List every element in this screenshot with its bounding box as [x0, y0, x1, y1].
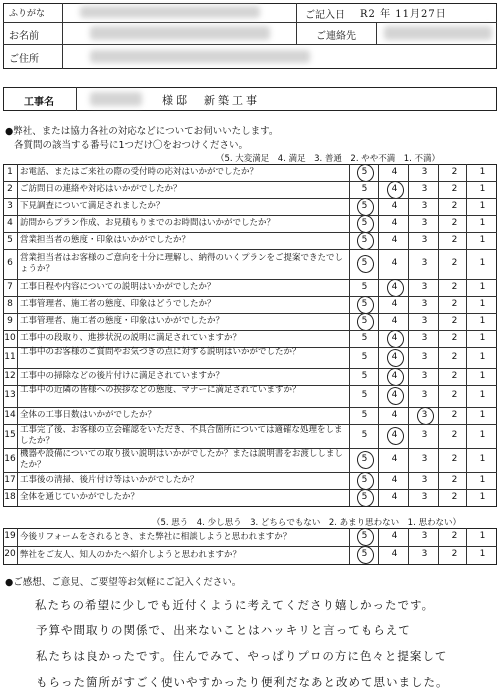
- score-option-1[interactable]: 1: [479, 474, 486, 485]
- intro-line-2: 各質問の該当する番号に1つだけ〇をおつけください。: [14, 140, 248, 151]
- score-option-2[interactable]: 2: [451, 491, 458, 502]
- score-option-5[interactable]: 5: [361, 549, 368, 559]
- score-option-4[interactable]: 4: [391, 491, 398, 502]
- score-option-5[interactable]: 5: [361, 390, 368, 400]
- score-option-1[interactable]: 1: [479, 549, 486, 559]
- date-label: ご記入日: [305, 10, 345, 21]
- redacted-furigana: [80, 6, 260, 18]
- question-number: 16: [4, 454, 16, 464]
- header-divider-1: [3, 22, 497, 23]
- question-number: 7: [7, 281, 13, 292]
- score-option-3[interactable]: 3: [421, 166, 428, 177]
- question-text: 営業担当者はお客様のご意向を十分に理解し、納得のいくプランをご提案できたでしょうか？: [20, 253, 344, 274]
- score-option-3[interactable]: 3: [421, 390, 428, 400]
- satisfaction-table-row-line: [3, 472, 497, 473]
- score-option-5[interactable]: 5: [361, 351, 368, 362]
- question-text: 全体の工事日数はいかがでしたか？: [20, 410, 157, 420]
- question-text: 工事管理者、施工者の態度、印象はどうでしたか？: [20, 299, 216, 309]
- date-value: R2 年 11月27日: [360, 9, 447, 20]
- question-number: 12: [4, 370, 16, 381]
- score-option-4[interactable]: 4: [391, 474, 398, 485]
- score-option-3[interactable]: 3: [421, 370, 428, 381]
- question-number: 4: [7, 217, 13, 228]
- score-option-1[interactable]: 1: [479, 454, 486, 464]
- header-vdivider-mid: [296, 3, 297, 45]
- score-option-1[interactable]: 1: [479, 370, 486, 381]
- project-title: 様邸 新築工事: [162, 94, 260, 107]
- score-option-5[interactable]: 5: [361, 217, 368, 228]
- score-option-1[interactable]: 1: [479, 217, 486, 228]
- contact-label: ご連絡先: [316, 31, 356, 42]
- score-option-2[interactable]: 2: [451, 549, 458, 559]
- satisfaction-table-row-line: [3, 249, 497, 250]
- project-label: 工事名: [24, 97, 54, 108]
- score-option-3[interactable]: 3: [421, 183, 428, 194]
- question-number: 9: [7, 315, 13, 326]
- score-option-2[interactable]: 2: [451, 351, 458, 362]
- question-number: 17: [4, 474, 16, 485]
- question-number: 20: [4, 549, 16, 559]
- score-option-1[interactable]: 1: [479, 234, 486, 245]
- comment-line: もらった箇所がすごく使いやすかったり便利だなあと改めて思いました。: [36, 675, 449, 689]
- score-option-5[interactable]: 5: [361, 474, 368, 485]
- score-option-4[interactable]: 4: [391, 430, 398, 440]
- furigana-label: ふりがな: [9, 9, 46, 19]
- score-option-3[interactable]: 3: [421, 549, 428, 559]
- satisfaction-table-row-line: [3, 489, 497, 490]
- satisfaction-table-row-line: [3, 313, 497, 314]
- score-option-1[interactable]: 1: [479, 491, 486, 502]
- score-option-2[interactable]: 2: [451, 281, 458, 292]
- satisfaction-table-row-line: [3, 330, 497, 331]
- comments-label: ●ご感想、ご意見、ご要望等お気軽にご記入ください。: [5, 577, 242, 588]
- score-option-4[interactable]: 4: [391, 183, 398, 194]
- comment-line: 私たちの希望に少しでも近付くように考えてくださり嬉しかったです。: [35, 598, 435, 612]
- score-option-4[interactable]: 4: [391, 332, 398, 343]
- score-option-2[interactable]: 2: [451, 474, 458, 485]
- score-option-4[interactable]: 4: [391, 549, 398, 559]
- question-text: 工事完了後、お客様の立会確認をいただき、不具合箇所については適確な処理をしましたか？: [20, 425, 343, 446]
- score-option-3[interactable]: 3: [421, 217, 428, 228]
- satisfaction-table-row-line: [3, 181, 497, 182]
- question-number: 2: [7, 183, 13, 194]
- score-option-2[interactable]: 2: [451, 315, 458, 326]
- score-option-3[interactable]: 3: [421, 298, 428, 309]
- satisfaction-table-row-line: [3, 232, 497, 233]
- score-option-4[interactable]: 4: [391, 281, 398, 292]
- score-option-5[interactable]: 5: [361, 332, 368, 343]
- comment-line: 私たちは良かったです。住んでみて、やっぱりプロの方に色々と提案して: [36, 649, 448, 663]
- score-option-3[interactable]: 3: [421, 234, 428, 245]
- score-option-2[interactable]: 2: [451, 332, 458, 343]
- question-text: 全体を通じていかがでしたか？: [20, 492, 140, 502]
- score-option-2[interactable]: 2: [451, 258, 458, 268]
- question-number: 1: [7, 166, 13, 177]
- score-option-5[interactable]: 5: [361, 531, 368, 541]
- score-option-5[interactable]: 5: [361, 183, 368, 194]
- project-vdivider: [76, 87, 77, 111]
- score-option-2[interactable]: 2: [451, 454, 458, 464]
- score-option-1[interactable]: 1: [479, 166, 486, 177]
- question-text: 工事後の清掃、後片付け等はいかがでしたか？: [20, 475, 199, 485]
- recommendation-table-row-line: [3, 546, 497, 547]
- score-option-3[interactable]: 3: [421, 430, 428, 440]
- score-option-5[interactable]: 5: [361, 491, 368, 502]
- question-text: 下見調査について満足されましたか？: [20, 201, 165, 211]
- question-number: 14: [4, 409, 16, 420]
- score-option-4[interactable]: 4: [391, 217, 398, 228]
- satisfaction-table-row-line: [3, 198, 497, 199]
- intro-line-1: ●弊社、または協力各社の対応などについてお伺いいたします。: [5, 126, 279, 137]
- score-option-1[interactable]: 1: [479, 332, 486, 343]
- header-divider-2: [3, 44, 497, 45]
- score-option-2[interactable]: 2: [451, 370, 458, 381]
- score-option-2[interactable]: 2: [451, 531, 458, 541]
- score-option-5[interactable]: 5: [361, 281, 368, 292]
- score-option-4[interactable]: 4: [391, 166, 398, 177]
- score-option-3[interactable]: 3: [421, 281, 428, 292]
- score-option-2[interactable]: 2: [451, 217, 458, 228]
- scale-legend-2: （5. 思う 4. 少し思う 3. どちらでもない 2. あまり思わない 1. 思わない）: [152, 518, 461, 528]
- score-option-3[interactable]: 3: [421, 531, 428, 541]
- score-option-4[interactable]: 4: [391, 531, 398, 541]
- redacted-contact: [384, 26, 492, 40]
- question-text: お電話、またはご来社の際の受付時の応対はいかがでしたか？: [20, 167, 259, 177]
- score-option-1[interactable]: 1: [479, 258, 486, 268]
- score-option-5[interactable]: 5: [361, 200, 368, 211]
- score-option-3[interactable]: 3: [421, 491, 428, 502]
- question-text: 営業担当者の態度・印象はいかがでしたか？: [20, 235, 191, 245]
- score-option-5[interactable]: 5: [361, 454, 368, 464]
- satisfaction-table-row-line: [3, 296, 497, 297]
- score-option-5[interactable]: 5: [361, 370, 368, 381]
- redacted-name: [90, 26, 270, 40]
- score-option-3[interactable]: 3: [421, 315, 428, 326]
- question-text: 今後リフォームをされるとき、また弊社に相談しようと思われますか？: [20, 531, 292, 542]
- score-option-5[interactable]: 5: [361, 166, 368, 177]
- score-option-2[interactable]: 2: [451, 200, 458, 211]
- question-number: 18: [4, 491, 16, 502]
- question-text: 工事中の段取り、進捗状況の説明に満足されていますか？: [20, 333, 242, 343]
- score-option-1[interactable]: 1: [479, 281, 486, 292]
- score-option-4[interactable]: 4: [391, 390, 398, 400]
- comment-line: 予算や間取りの関係で、出来ないことはハッキリと言ってもらえて: [36, 623, 411, 637]
- question-text: 工事中の近隣の皆様への挨拶などの態度、マナーに満足されていますか？: [20, 385, 301, 395]
- name-label: お名前: [9, 31, 39, 42]
- score-option-1[interactable]: 1: [479, 200, 486, 211]
- score-option-3[interactable]: 3: [421, 474, 428, 485]
- score-option-4[interactable]: 4: [391, 298, 398, 309]
- score-option-3[interactable]: 3: [421, 454, 428, 464]
- score-option-1[interactable]: 1: [479, 183, 486, 194]
- redacted-project-name: [90, 92, 142, 106]
- question-number: 8: [7, 298, 13, 309]
- score-option-1[interactable]: 1: [479, 390, 486, 400]
- question-number: 10: [4, 332, 16, 343]
- score-option-2[interactable]: 2: [451, 298, 458, 309]
- question-number: 3: [7, 200, 13, 211]
- question-text: 工事管理者、施工者の態度・印象はいかがでしたか？: [20, 316, 225, 326]
- question-text: 工事中のお客様のご質問やお気づきの点に対する説明はいかがでしたか？: [20, 346, 301, 357]
- score-option-3[interactable]: 3: [421, 351, 428, 362]
- score-option-1[interactable]: 1: [479, 315, 486, 326]
- score-option-5[interactable]: 5: [361, 258, 368, 268]
- score-option-2[interactable]: 2: [451, 166, 458, 177]
- redacted-address: [90, 50, 310, 63]
- scale-legend: （5. 大変満足 4. 満足 3. 普通 2. やや不満 1. 不満）: [216, 154, 441, 164]
- score-option-2[interactable]: 2: [451, 234, 458, 245]
- score-option-2[interactable]: 2: [451, 409, 458, 420]
- score-option-4[interactable]: 4: [391, 370, 398, 381]
- satisfaction-table-row-line: [3, 279, 497, 280]
- score-option-1[interactable]: 1: [479, 531, 486, 541]
- question-number: 11: [4, 351, 16, 362]
- score-option-1[interactable]: 1: [479, 430, 486, 440]
- address-label: ご住所: [9, 54, 39, 65]
- question-text: 工事日程や内容についての説明はいかがでしたか？: [20, 282, 216, 292]
- satisfaction-table-row-line: [3, 368, 497, 369]
- header-vdivider-contact: [376, 22, 377, 44]
- question-text: 弊社をご友人、知人のかたへ紹介しようと思われますか？: [20, 549, 242, 560]
- question-number: 13: [4, 390, 16, 400]
- score-option-5[interactable]: 5: [361, 234, 368, 245]
- question-text: ご訪問日の連絡や対応はいかがでしたか？: [20, 184, 182, 194]
- question-number: 5: [7, 234, 13, 245]
- score-option-1[interactable]: 1: [479, 298, 486, 309]
- score-option-4[interactable]: 4: [391, 454, 398, 464]
- score-option-5[interactable]: 5: [361, 409, 368, 420]
- score-option-3[interactable]: 3: [421, 332, 428, 343]
- score-option-3[interactable]: 3: [421, 200, 428, 211]
- question-number: 6: [7, 258, 13, 268]
- score-option-4[interactable]: 4: [391, 234, 398, 245]
- score-option-5[interactable]: 5: [361, 298, 368, 309]
- score-option-2[interactable]: 2: [451, 183, 458, 194]
- header-vdivider-left: [62, 3, 63, 69]
- score-option-1[interactable]: 1: [479, 409, 486, 420]
- score-option-4[interactable]: 4: [391, 315, 398, 326]
- score-option-3[interactable]: 3: [421, 258, 428, 268]
- question-text: 工事中の掃除などの後片付けに満足されていますか？: [20, 371, 225, 381]
- score-option-1[interactable]: 1: [479, 351, 486, 362]
- score-option-2[interactable]: 2: [451, 430, 458, 440]
- score-option-4[interactable]: 4: [391, 409, 398, 420]
- score-option-5[interactable]: 5: [361, 430, 368, 440]
- question-text: 訪問からプラン作成、お見積もりまでのお時間はいかがでしたか？: [20, 218, 276, 228]
- score-option-5[interactable]: 5: [361, 315, 368, 326]
- score-option-4[interactable]: 4: [391, 200, 398, 211]
- question-number: 19: [4, 531, 16, 541]
- score-option-3[interactable]: 3: [421, 409, 428, 420]
- score-option-2[interactable]: 2: [451, 390, 458, 400]
- score-option-4[interactable]: 4: [391, 258, 398, 268]
- question-number: 15: [4, 430, 16, 440]
- question-text: 機器や設備についての取り扱い説明はいかがでしたか？または説明書をお渡ししましたか？: [20, 449, 343, 470]
- satisfaction-table-row-line: [3, 215, 497, 216]
- score-option-4[interactable]: 4: [391, 351, 398, 362]
